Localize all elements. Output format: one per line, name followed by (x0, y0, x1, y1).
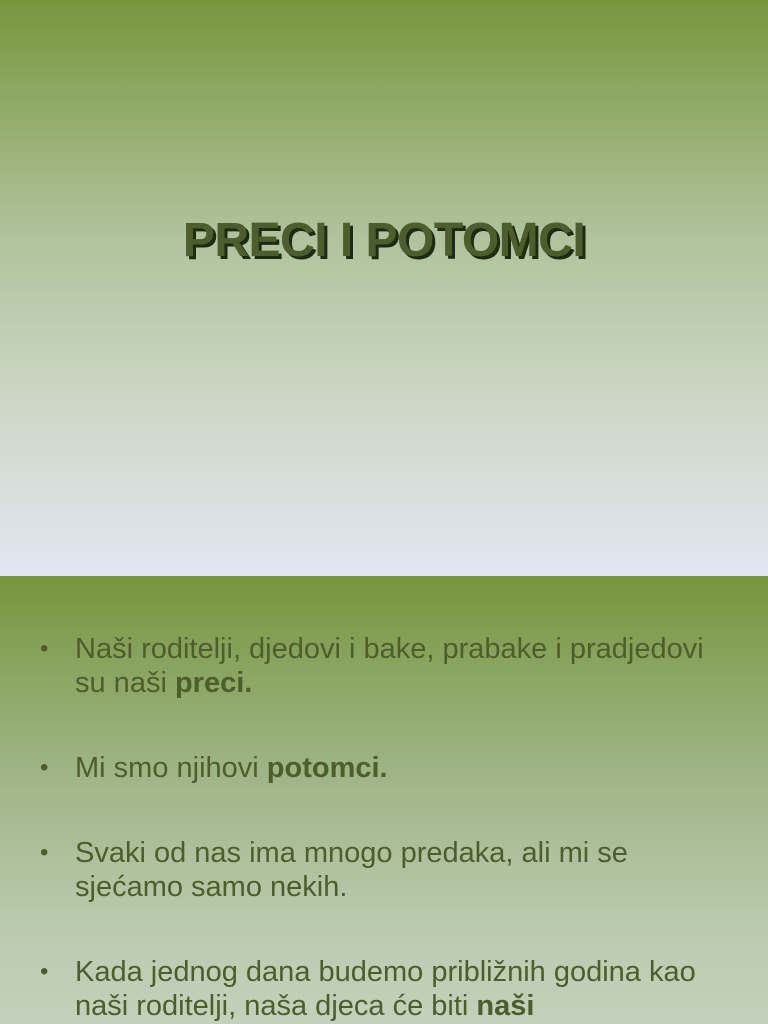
bullet-text: Kada jednog dana budemo približnih godina kao naši roditelji, naša djeca će biti (75, 956, 696, 1022)
bullet-item (40, 751, 730, 785)
bullet-item (40, 955, 730, 1023)
bullet-text: Svaki od nas ima mnogo predaka, ali mi se sjećamo samo nekih. (75, 837, 628, 903)
content-slide (0, 576, 768, 1024)
bullet-icon: • (40, 839, 49, 866)
slide-title: PRECI I POTOMCI (182, 214, 586, 267)
bullet-bold-text: preci. (174, 667, 253, 699)
bullet-item (40, 632, 730, 700)
bullet-text: Mi smo njihovi (75, 752, 267, 784)
bullet-icon: • (40, 958, 49, 985)
bullet-bold-text: potomci. (266, 752, 388, 784)
bullet-list (40, 632, 730, 1023)
bullet-icon: • (40, 754, 49, 781)
bullet-text: Naši roditelji, djedovi i bake, prabake i pradjedovi su naši (75, 633, 704, 699)
bullet-bold-text: naši (476, 990, 535, 1022)
bullet-item (40, 836, 730, 904)
bullet-icon: • (40, 635, 49, 662)
